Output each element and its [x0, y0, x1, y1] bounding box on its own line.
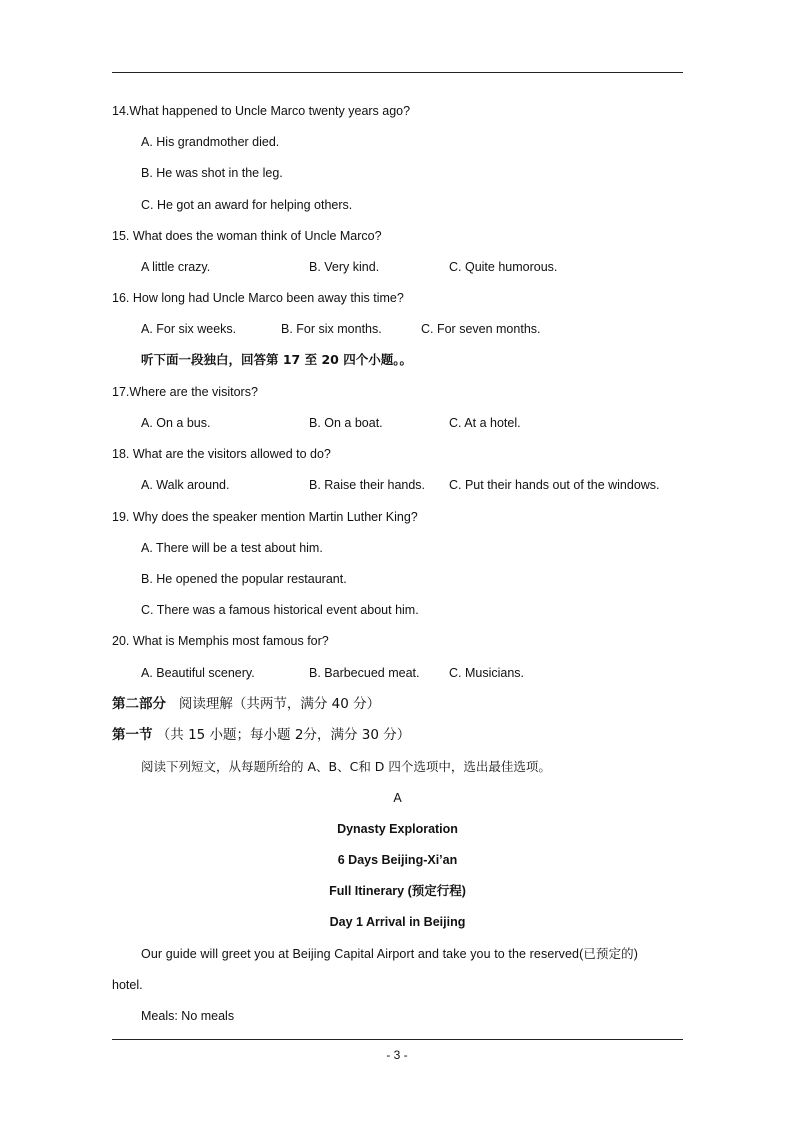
section1-heading-bold: 第一节: [112, 727, 153, 743]
question-14: 14.What happened to Uncle Marco twenty years ago?: [112, 104, 411, 118]
part2-heading: [112, 696, 380, 712]
itinerary-heading: Full Itinerary (预定行程): [329, 884, 466, 898]
option-20a: A. Beautiful scenery.: [141, 666, 255, 680]
option-16a: A. For six weeks.: [141, 322, 237, 336]
option-15a: A little crazy.: [141, 260, 211, 274]
day1-heading: Day 1 Arrival in Beijing: [329, 915, 466, 929]
option-19a: A. There will be a test about him.: [141, 541, 323, 555]
monologue-instruction: 听下面一段独白，回答第 17 至 20 四个小题。。: [141, 352, 412, 367]
question-18: 18. What are the visitors allowed to do?: [112, 447, 331, 461]
page-number: - 3 -: [386, 1048, 408, 1062]
section1-heading: [112, 727, 410, 743]
option-18a: A. Walk around.: [141, 478, 230, 492]
header-rule: [112, 72, 683, 73]
option-16c: C. For seven months.: [421, 322, 541, 336]
passage-title: Dynasty Exploration: [337, 822, 458, 836]
option-14b: B. He was shot in the leg.: [141, 166, 283, 180]
option-14a: A. His grandmother died.: [141, 135, 280, 149]
option-14c: C. He got an award for helping others.: [141, 198, 353, 212]
passage-subtitle: 6 Days Beijing-Xi’an: [337, 853, 458, 867]
option-15b: B. Very kind.: [309, 260, 380, 274]
passage-letter: A: [393, 791, 402, 805]
option-18b: B. Raise their hands.: [309, 478, 426, 492]
question-15: 15. What does the woman think of Uncle Marco?: [112, 229, 382, 243]
option-20c: C. Musicians.: [449, 666, 525, 680]
option-18c: C. Put their hands out of the windows.: [449, 478, 660, 492]
option-17b: B. On a boat.: [309, 416, 383, 430]
option-15c: C. Quite humorous.: [449, 260, 558, 274]
part2-heading-bold: 第二部分: [112, 696, 166, 712]
option-19b: B. He opened the popular restaurant.: [141, 572, 347, 586]
option-19c: C. There was a famous historical event about him.: [141, 603, 419, 617]
option-20b: B. Barbecued meat.: [309, 666, 420, 680]
question-16: 16. How long had Uncle Marco been away this time?: [112, 291, 404, 305]
section1-heading-rest: （共 15 小题；每小题 2分，满分 30 分）: [156, 727, 411, 743]
day1-paragraph-line1: Our guide will greet you at Beijing Capital Airport and take you to the reserved(已预定的): [141, 947, 639, 961]
option-16b: B. For six months.: [281, 322, 382, 336]
day1-meals: Meals: No meals: [141, 1009, 235, 1023]
reading-instruction: 阅读下列短文，从每题所给的 A、B、C和 D 四个选项中，选出最佳选项。: [141, 759, 551, 774]
question-20: 20. What is Memphis most famous for?: [112, 634, 329, 648]
part2-heading-rest: 阅读理解（共两节，满分 40 分）: [178, 696, 381, 712]
question-17: 17.Where are the visitors?: [112, 385, 258, 399]
day1-paragraph-line2: hotel.: [112, 978, 143, 992]
option-17a: A. On a bus.: [141, 416, 211, 430]
footer-rule: [112, 1039, 683, 1040]
question-19: 19. Why does the speaker mention Martin Luther King?: [112, 510, 418, 524]
option-17c: C. At a hotel.: [449, 416, 521, 430]
